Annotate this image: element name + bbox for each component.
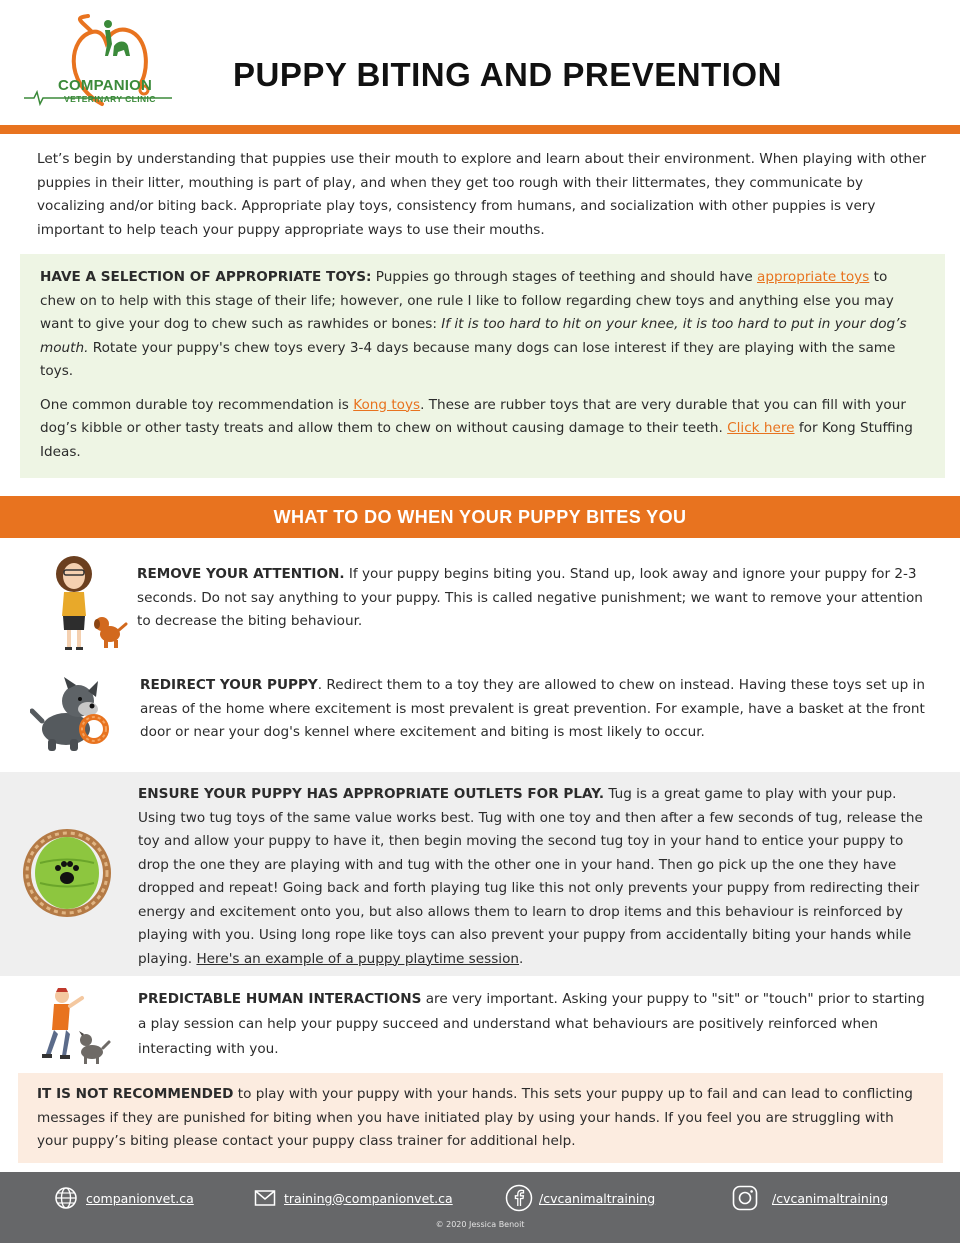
warning-heading: IT IS NOT RECOMMENDED [37, 1086, 234, 1102]
copyright-notice: © 2020 Jessica Benoit [435, 1220, 525, 1229]
woman-and-puppy-icon [44, 554, 130, 654]
toys-text-c: Rotate your puppy's chew toys every 3-4 days because many dogs can lose interest if they are playing with the same toys. [40, 339, 896, 379]
toys-heading: HAVE A SELECTION OF APPROPRIATE TOYS: [40, 269, 372, 285]
tip-remove-attention [0, 548, 960, 658]
tip-predictable-text [138, 987, 928, 1062]
tip-outlets-end: . [519, 950, 524, 967]
intro-paragraph: Let’s begin by understanding that puppies use their mouth to explore and learn about their environment. When playing with other puppies in their litter, mouthing is part of play, and when they get too rough with their littermates, they communicate by vocalizing and/or biting back. Appropriate play toys, consistency from humans, and socialization with other puppies is very important to help teach your puppy appropriate ways to use their mouths. [37, 151, 927, 238]
tip-outlets-for-play [0, 772, 960, 976]
tip-remove-attention-heading: REMOVE YOUR ATTENTION. [137, 566, 345, 582]
envelope-icon [254, 1189, 276, 1207]
tug-ring-toy-icon [22, 828, 112, 918]
kong-text-a: One common durable toy recommendation is [40, 396, 354, 413]
footer-website[interactable] [54, 1185, 194, 1211]
page-title: PUPPY BITING AND PREVENTION [233, 56, 782, 93]
toys-paragraph [40, 266, 925, 384]
logo-subtitle: VETERINARY CLINIC [64, 94, 156, 104]
man-training-dog-icon [26, 984, 112, 1068]
page-footer [0, 1172, 960, 1243]
playtime-session-link[interactable]: Here's an example of a puppy playtime session [196, 950, 520, 967]
warning-body: to play with your puppy with your hands. This sets your puppy up to fail and can lead to conflicting messages if they are punished for biting when you have initiated play by using your hands. If you feel you are struggling with your puppy’s biting please contact your puppy class trainer for additional help. [37, 1086, 913, 1149]
tip-outlets-heading: ENSURE YOUR PUPPY HAS APPROPRIATE OUTLETS FOR PLAY. [138, 786, 605, 802]
click-here-link[interactable]: Click here [727, 420, 795, 436]
tip-redirect-body: . Redirect them to a toy they are allowed to chew on instead. Having these toys set up in areas of the home where excitement is most prevalent is great prevention. For example, have a basket at the front door or near your dog's kennel where excitement and biting is most likely to occur. [140, 677, 925, 740]
appropriate-toys-link[interactable]: appropriate toys [757, 269, 870, 285]
tip-redirect [0, 665, 960, 765]
warning-section [18, 1073, 943, 1163]
footer-email[interactable] [254, 1185, 453, 1211]
tip-remove-attention-text [137, 563, 927, 634]
tip-predictable-heading: PREDICTABLE HUMAN INTERACTIONS [138, 991, 422, 1007]
clinic-logo [22, 12, 182, 112]
kong-text-b: . These are rubber toys that are very durable that you can fill with your dog’s kibble or other tasty treats and allow them to chew on without causing damage to their teeth. [40, 396, 906, 436]
dog-with-toy-icon [30, 671, 116, 757]
kong-toys-link[interactable]: Kong toys [353, 396, 421, 413]
footer-email-link[interactable]: training@companionvet.ca [284, 1190, 453, 1206]
tip-outlets-for-play-text [138, 783, 930, 971]
kong-text-c: for Kong Stuffing Ideas. [40, 420, 913, 460]
tip-predictable-interactions [0, 980, 960, 1070]
toys-section [20, 254, 945, 478]
tip-predictable-body: are very important. Asking your puppy to "sit" or "touch" prior to starting a play session can help your puppy succeed and understand what behaviours are positively reinforced when interacting with you. [138, 991, 925, 1057]
footer-instagram-link[interactable]: /cvcanimaltraining [772, 1190, 889, 1206]
footer-instagram[interactable] [732, 1185, 888, 1211]
facebook-icon [505, 1184, 533, 1212]
footer-website-link[interactable]: companionvet.ca [86, 1190, 194, 1206]
tip-remove-attention-body: If your puppy begins biting you. Stand up, look away and ignore your puppy for 2-3 seconds. Do not say anything to your puppy. This is called negative punishment; we want to remove your attention to decrease the biting behaviour. [137, 566, 923, 629]
tip-redirect-heading: REDIRECT YOUR PUPPY [140, 677, 318, 693]
warning-paragraph [37, 1083, 925, 1154]
section-banner: WHAT TO DO WHEN YOUR PUPPY BITES YOU [0, 496, 960, 538]
toys-text-b: to chew on to help with this stage of their life; however, one rule I like to follow regarding chew toys and anything else you may want to give your dog to chew such as rawhides or bones: [40, 269, 894, 332]
logo-name: COMPANION [58, 77, 153, 94]
kong-paragraph [40, 394, 925, 465]
toys-text-a: Puppies go through stages of teething and should have [371, 269, 757, 285]
tip-outlets-body: Tug is a great game to play with your pup. Using two tug toys of the same value works best. Tug with one toy and then after a few seconds of tug, release the toy and allow your puppy to have it, then begin moving the second tug toy in your hand to entice your puppy to drop the one they are playing with and tug with the other one in your hand. Then go pick up the one they have dropped and repeat! Going back and forth playing tug like this not only prevents your puppy from redirecting their energy and excitement onto you, but also allows them to learn to drop items and this behaviour is reinforced by playing with you. Using long rope like toys can also prevent your puppy from accidentally biting your hands while playing. [138, 786, 923, 967]
footer-facebook[interactable] [505, 1185, 655, 1211]
globe-icon [54, 1186, 78, 1210]
header-divider [0, 125, 960, 134]
page-header [0, 0, 960, 125]
tip-redirect-text [140, 674, 930, 745]
toys-italic-rule: If it is too hard to hit on your knee, it is too hard to put in your dog’s mouth. [40, 316, 907, 356]
instagram-icon [732, 1185, 758, 1211]
footer-facebook-link[interactable]: /cvcanimaltraining [539, 1190, 656, 1206]
